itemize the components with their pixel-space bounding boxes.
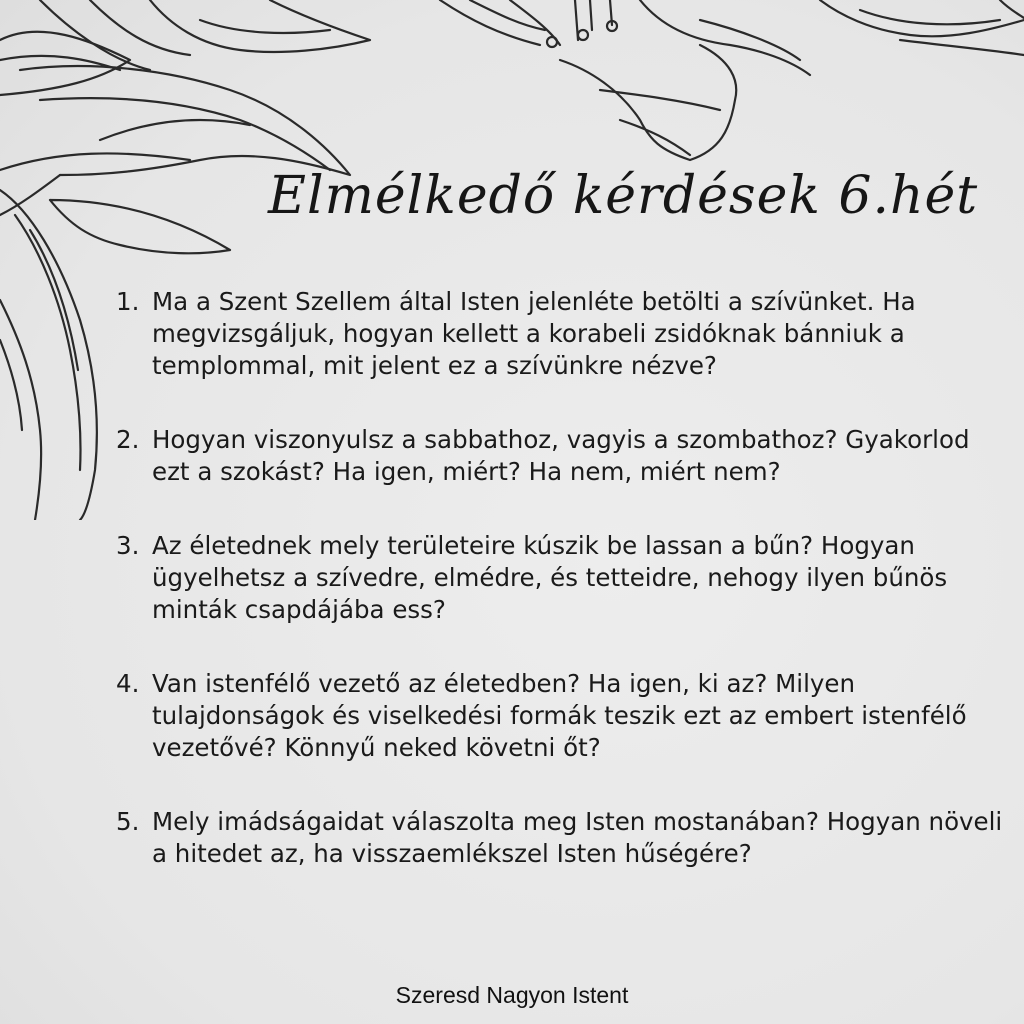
footer-signature: Szeresd Nagyon Istent <box>395 982 629 1008</box>
question-number: 1. <box>116 287 140 316</box>
question-number: 2. <box>116 425 140 454</box>
question-item <box>116 286 1006 382</box>
question-number: 4. <box>116 669 140 698</box>
question-text: Az életednek mely területeire kúszik be lassan a bűn? Hogyan ügyelhetsz a szívedre, elmédre, és tetteidre, nehogy ilyen bűnös minták csapdájába ess? <box>152 531 948 624</box>
question-number: 5. <box>116 807 140 836</box>
question-text: Ma a Szent Szellem által Isten jelenléte betölti a szívünket. Ha megvizsgáljuk, hogyan kellett a korabeli zsidóknak bánniuk a templommal, mit jelent ez a szívünkre nézve? <box>152 287 916 380</box>
question-text: Van istenfélő vezető az életedben? Ha igen, ki az? Milyen tulajdonságok és viselkedési formák teszik ezt az embert istenfélő vezetővé? Könnyű neked követni őt? <box>152 669 967 762</box>
question-number: 3. <box>116 531 140 560</box>
question-item <box>116 424 1006 488</box>
question-text: Hogyan viszonyulsz a sabbathoz, vagyis a szombathoz? Gyakorlod ezt a szokást? Ha igen, miért? Ha nem, miért nem? <box>152 425 970 486</box>
question-text: Mely imádságaidat válaszolta meg Isten mostanában? Hogyan növeli a hitedet az, ha visszaemlékszel Isten hűségére? <box>152 807 1003 868</box>
question-list <box>116 286 1006 912</box>
question-item <box>116 530 1006 626</box>
question-item <box>116 668 1006 764</box>
question-item <box>116 806 1006 870</box>
page-title: Elmélkedő kérdések 6.hét <box>268 166 979 226</box>
